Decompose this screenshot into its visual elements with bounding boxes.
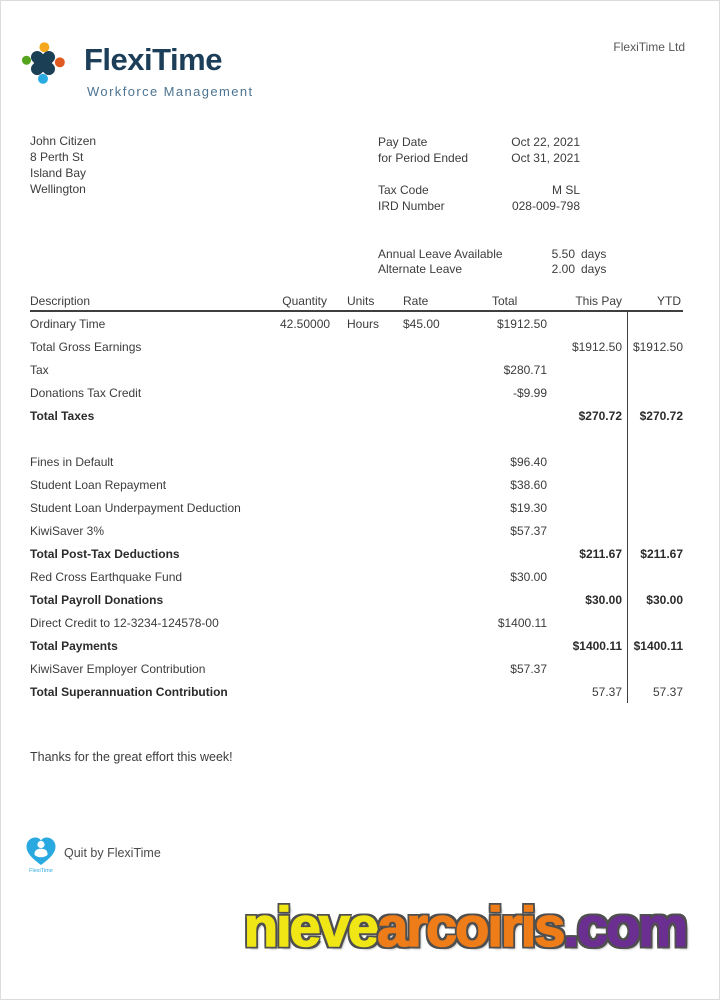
tax-detail-label: Tax Code xyxy=(378,183,429,197)
table-row xyxy=(30,473,683,496)
pay-detail-row xyxy=(378,135,580,151)
thanks-message: Thanks for the great effort this week! xyxy=(30,750,233,764)
employee-address-lines xyxy=(30,149,96,197)
table-row xyxy=(30,358,683,381)
cell-this-pay: 57.37 xyxy=(591,684,622,699)
cell-total: $57.37 xyxy=(510,523,547,538)
address-line: Island Bay xyxy=(30,166,87,180)
pay-detail-label: Pay Date xyxy=(378,135,428,149)
tax-detail-label: IRD Number xyxy=(378,199,445,213)
cell-description: Total Taxes xyxy=(30,408,95,423)
cell-ytd: 57.37 xyxy=(652,684,683,699)
cell-total: $19.30 xyxy=(510,500,547,515)
watermark-segment: arcoiris xyxy=(377,895,564,958)
cell-description: Student Loan Repayment xyxy=(30,477,167,492)
table-row xyxy=(30,381,683,404)
brand-name: FlexiTime xyxy=(84,42,222,77)
table-row xyxy=(30,496,683,519)
cell-total: $280.71 xyxy=(503,362,547,377)
tax-detail-value: M SL xyxy=(551,183,580,197)
table-row xyxy=(30,519,683,542)
header-total: Total xyxy=(492,293,518,308)
table-row xyxy=(30,335,683,358)
cell-ytd: $270.72 xyxy=(639,408,683,423)
cell-description: Ordinary Time xyxy=(30,316,106,331)
pay-table xyxy=(30,293,683,703)
cell-ytd: $30.00 xyxy=(646,592,683,607)
pay-detail-label: for Period Ended xyxy=(378,151,469,165)
table-row xyxy=(30,565,683,588)
cell-description: Red Cross Earthquake Fund xyxy=(30,569,183,584)
cell-description: Total Superannuation Contribution xyxy=(30,684,228,699)
cell-description: Total Payroll Donations xyxy=(30,592,164,607)
watermark xyxy=(235,897,695,959)
pay-detail-row xyxy=(378,151,580,167)
header-rate: Rate xyxy=(403,293,429,308)
header-units: Units xyxy=(347,293,375,308)
table-row xyxy=(30,312,683,335)
cell-description: Tax xyxy=(30,362,49,377)
cell-ytd: $211.67 xyxy=(640,546,683,561)
tax-details-block xyxy=(378,183,580,215)
cell-description: Total Post-Tax Deductions xyxy=(30,546,180,561)
cell-description: Donations Tax Credit xyxy=(30,385,142,400)
tax-detail-row xyxy=(378,199,580,215)
table-row xyxy=(30,657,683,680)
pay-details-block xyxy=(378,135,580,167)
employee-address-block xyxy=(30,133,96,197)
company-name: FlexiTime Ltd xyxy=(613,40,685,54)
cell-description: Student Loan Underpayment Deduction xyxy=(30,500,241,515)
cell-total: $96.40 xyxy=(510,454,547,469)
footer-logo-label: FlexiTime xyxy=(29,868,53,874)
header-quantity: Quantity xyxy=(282,293,327,308)
table-row xyxy=(30,404,683,427)
cell-total: $1912.50 xyxy=(496,316,547,331)
tax-detail-value: 028-009-798 xyxy=(511,199,580,213)
cell-description: KiwiSaver Employer Contribution xyxy=(30,661,206,676)
table-row xyxy=(30,588,683,611)
cell-units: Hours xyxy=(347,316,380,331)
cell-rate: $45.00 xyxy=(403,316,440,331)
table-row xyxy=(30,450,683,473)
pay-detail-value: Oct 22, 2021 xyxy=(511,135,580,149)
pay-table-body xyxy=(30,312,683,703)
cell-this-pay: $30.00 xyxy=(585,592,622,607)
cell-this-pay: $1400.11 xyxy=(572,638,622,653)
header-ytd: YTD xyxy=(657,293,681,308)
cell-total: -$9.99 xyxy=(512,385,547,400)
cell-total: $57.37 xyxy=(510,661,547,676)
leave-unit: days xyxy=(581,262,607,276)
leave-unit: days xyxy=(581,247,607,261)
cell-this-pay: $211.67 xyxy=(579,546,622,561)
flexitime-footer-icon xyxy=(24,835,58,875)
cell-total: $1400.11 xyxy=(497,615,547,630)
leave-label: Annual Leave Available xyxy=(378,247,503,261)
cell-description: Fines in Default xyxy=(30,454,114,469)
cell-this-pay: $270.72 xyxy=(578,408,622,423)
cell-quantity: 42.50000 xyxy=(280,316,331,331)
leave-block xyxy=(378,247,607,277)
watermark-segment: .com xyxy=(563,895,687,958)
table-row xyxy=(30,611,683,634)
table-row xyxy=(30,680,683,703)
table-row xyxy=(30,427,683,450)
leave-row xyxy=(378,247,607,262)
cell-description: Direct Credit to 12-3234-124578-00 xyxy=(30,615,219,630)
cell-total: $30.00 xyxy=(510,569,547,584)
cell-ytd: $1912.50 xyxy=(632,339,683,354)
address-line: Wellington xyxy=(30,182,86,196)
header-this-pay: This Pay xyxy=(575,293,622,308)
employee-name: John Citizen xyxy=(30,134,97,148)
cell-description: KiwiSaver 3% xyxy=(30,523,105,538)
leave-row xyxy=(378,262,607,277)
header-description: Description xyxy=(30,293,91,308)
tax-detail-row xyxy=(378,183,580,199)
leave-value: 2.00 xyxy=(551,262,575,276)
cell-description: Total Payments xyxy=(30,638,118,653)
pay-detail-value: Oct 31, 2021 xyxy=(511,151,580,165)
flexitime-logo-icon xyxy=(21,40,65,86)
leave-label: Alternate Leave xyxy=(378,262,463,276)
brand-tagline: Workforce Management xyxy=(87,84,254,99)
cell-this-pay: $1912.50 xyxy=(571,339,622,354)
table-row xyxy=(30,634,683,657)
table-row xyxy=(30,542,683,565)
pay-table-header xyxy=(30,293,683,312)
leave-value: 5.50 xyxy=(551,247,575,261)
cell-total: $38.60 xyxy=(510,477,547,492)
cell-ytd: $1400.11 xyxy=(633,638,683,653)
address-line: 8 Perth St xyxy=(30,150,84,164)
watermark-segment: nieve xyxy=(243,895,378,958)
footer-credit: Quit by FlexiTime xyxy=(64,846,161,860)
cell-description: Total Gross Earnings xyxy=(30,339,142,354)
